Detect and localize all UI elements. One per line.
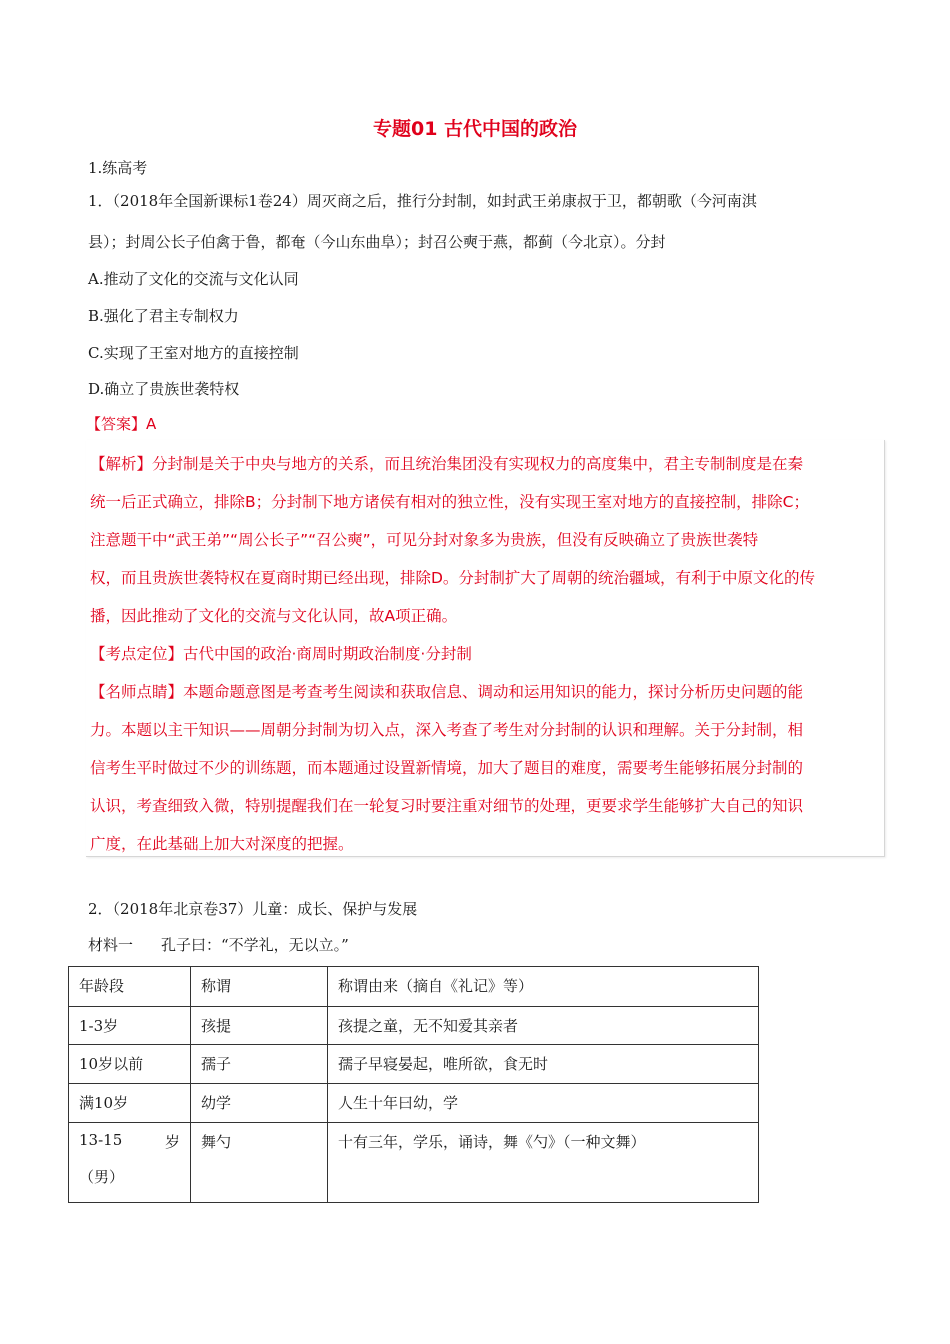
table-header: 年龄段 — [69, 967, 191, 1007]
teacher-note-line: 【名师点睛】本题命题意图是考查考生阅读和获取信息、调动和运用知识的能力，探讨分析历史问题的能 — [90, 683, 804, 701]
table-cell: 孺子早寝晏起，唯所欲，食无时 — [328, 1045, 759, 1084]
table-cell: 孩提之童，无不知爱其亲者 — [328, 1007, 759, 1045]
table-row — [69, 1123, 759, 1203]
q1-option-d: D.确立了贵族世袭特权 — [88, 380, 240, 398]
table-header-row — [69, 967, 759, 1007]
age-note: （男） — [79, 1168, 125, 1186]
teacher-note-line: 广度，在此基础上加大对深度的把握。 — [90, 835, 354, 853]
material-label: 材料一 — [88, 936, 134, 954]
teacher-note-line: 信考生平时做过不少的训练题，而本题通过设置新情境，加大了题目的难度，需要考生能够拓展分封制的 — [90, 759, 804, 777]
table-header: 称谓由来（摘自《礼记》等） — [328, 967, 759, 1007]
q1-stem-line-2: 县）；封周公长子伯禽于鲁，都奄（今山东曲阜）；封召公奭于燕，都蓟（今北京）。分封 — [88, 233, 666, 251]
teacher-note-line: 力。本题以主干知识——周朝分封制为切入点，深入考查了考生对分封制的认识和理解。关于分封制，相 — [90, 721, 804, 739]
table-row — [69, 1084, 759, 1123]
q1-option-b: B.强化了君主专制权力 — [88, 307, 239, 325]
section-label: 1.练高考 — [88, 159, 148, 177]
page-title: 专题01 古代中国的政治 — [372, 118, 578, 140]
table-header: 称谓 — [191, 967, 328, 1007]
age-range: 13-15 — [79, 1131, 123, 1149]
analysis-line: 统一后正式确立，排除B；分封制下地方诸侯有相对的独立性，没有实现王室对地方的直接控制，排除C； — [90, 493, 809, 511]
q1-option-c: C.实现了王室对地方的直接控制 — [88, 344, 299, 362]
material-text: 孔子曰：“不学礼，无以立。” — [161, 936, 349, 954]
q1-answer — [86, 413, 156, 434]
age-title-table — [68, 966, 759, 1203]
table-row — [69, 1007, 759, 1045]
key-point-line: 【考点定位】古代中国的政治·商周时期政治制度·分封制 — [90, 645, 472, 663]
table-cell: 舞勺 — [191, 1123, 328, 1203]
answer-tag: 【答案】 — [86, 415, 147, 433]
age-unit: 岁 — [164, 1133, 180, 1151]
table-cell: 孩提 — [191, 1007, 328, 1045]
q2-material — [88, 934, 349, 955]
table-cell — [69, 1123, 191, 1203]
analysis-line: 播，因此推动了文化的交流与文化认同，故A项正确。 — [90, 607, 458, 625]
answer-value: A — [146, 415, 157, 433]
table-row — [69, 1045, 759, 1084]
analysis-line: 权，而且贵族世袭特权在夏商时期已经出现，排除D。分封制扩大了周朝的统治疆域，有利于中原文化的传 — [90, 569, 815, 587]
table-cell: 1-3岁 — [69, 1007, 191, 1045]
table-cell: 10岁以前 — [69, 1045, 191, 1084]
table-cell: 满10岁 — [69, 1084, 191, 1123]
q2-stem: 2．（2018年北京卷37）儿童：成长、保护与发展 — [88, 900, 418, 918]
table-cell: 幼学 — [191, 1084, 328, 1123]
table-cell: 人生十年曰幼，学 — [328, 1084, 759, 1123]
q1-option-a: A.推动了文化的交流与文化认同 — [88, 270, 299, 288]
table-cell: 孺子 — [191, 1045, 328, 1084]
analysis-line: 【解析】分封制是关于中央与地方的关系，而且统治集团没有实现权力的高度集中，君主专制制度是在秦 — [90, 455, 804, 473]
q1-stem-line-1: 1．（2018年全国新课标1卷24）周灭商之后，推行分封制，如封武王弟康叔于卫，都朝歌（今河南淇 — [88, 192, 757, 210]
teacher-note-line: 认识，考查细致入微，特别提醒我们在一轮复习时要注重对细节的处理，更要求学生能够扩大自己的知识 — [90, 797, 804, 815]
analysis-line: 注意题干中“武王弟”“周公长子”“召公奭”，可见分封对象多为贵族，但没有反映确立了贵族世袭特 — [90, 531, 759, 549]
table-cell: 十有三年，学乐，诵诗，舞《勺》（一种文舞） — [328, 1123, 759, 1203]
